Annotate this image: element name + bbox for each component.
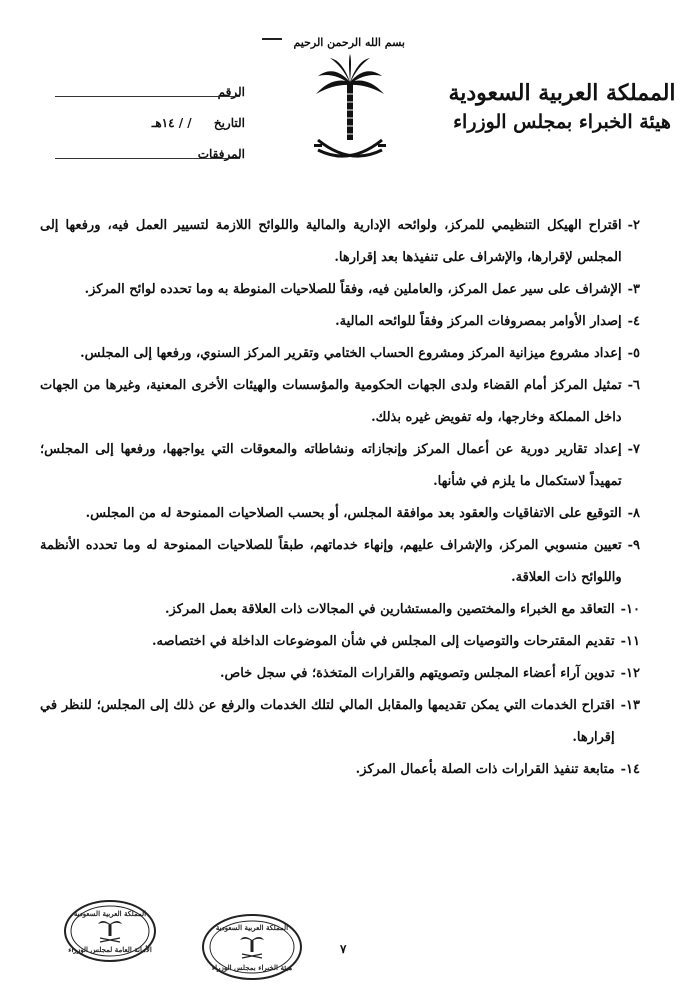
list-item (40, 370, 640, 434)
list-item-text: إعداد مشروع ميزانية المركز ومشروع الحساب الختامي وتقرير المركز السنوي، ورفعها إلى المجلس. (80, 346, 622, 361)
numbered-list (40, 210, 640, 786)
list-item (40, 306, 640, 338)
list-item-text: متابعة تنفيذ القرارات ذات الصلة بأعمال المركز. (355, 762, 615, 777)
date-field (152, 116, 245, 130)
list-item-text: التوقيع على الاتفاقيات والعقود بعد موافقة المجلس، أو بحسب الصلاحيات الممنوحة له من المجلس. (85, 506, 622, 521)
list-item-text: إصدار الأوامر بمصروفات المركز وفقاً للوائحه المالية. (335, 314, 622, 329)
list-item (40, 754, 640, 786)
palm-swords-emblem-icon (312, 54, 388, 174)
list-item-text: الإشراف على سير عمل المركز، والعاملين فيه، وفقاً للصلاحيات المنوطة به وما تحدده لوائح المركز. (84, 282, 622, 297)
list-item (40, 626, 640, 658)
list-item-number: ٩- (627, 538, 640, 553)
list-item-number: ١٠- (620, 602, 640, 617)
org-body-name: هيئة الخبراء بمجلس الوزراء (453, 111, 671, 133)
list-item (40, 658, 640, 690)
attachments-label: المرفقات (197, 147, 245, 161)
stamp-left-bottom-text: الأمانة العامة لمجلس الوزراء (68, 945, 152, 954)
stamp-left-emblem-icon (98, 921, 122, 942)
list-item-number: ٨- (627, 506, 640, 521)
attachments-underline (55, 158, 240, 159)
list-item-text: التعاقد مع الخبراء والمختصين والمستشارين في المجالات ذات العلاقة بعمل المركز. (164, 602, 615, 617)
top-dash-mark (262, 38, 282, 40)
list-item-number: ٦- (627, 378, 640, 393)
list-item (40, 498, 640, 530)
stamp-right-top-text: المملكة العربية السعودية (215, 923, 289, 932)
list-item (40, 594, 640, 626)
org-country-name: المملكة العربية السعودية (448, 80, 676, 106)
organization-title (442, 78, 682, 136)
basmala: بسم الله الرحمن الرحيم (293, 36, 405, 49)
list-item (40, 338, 640, 370)
list-item-text: اقتراح الهيكل التنظيمي للمركز، ولوائحه الإدارية والمالية واللوائح اللازمة لتسيير العمل فيه، ورفعها إلى المجلس لإقرارها، والإشراف على تنفيذها بعد إقرارها. (40, 218, 622, 265)
stamp-right-emblem-icon (240, 937, 264, 958)
list-item (40, 274, 640, 306)
list-item-text: تقديم المقترحات والتوصيات إلى المجلس في شأن الموضوعات الداخلة في اختصاصه. (151, 634, 615, 649)
stamp-left-top-text: المملكة العربية السعودية (73, 909, 147, 918)
list-item-text: تدوين آراء أعضاء المجلس وتصويتهم والقرارات المتخذة؛ في سجل خاص. (219, 666, 615, 681)
list-item-number: ٥- (627, 346, 640, 361)
ref-label: الرقم (217, 85, 245, 99)
list-item (40, 434, 640, 498)
page-number: ٧ (340, 942, 347, 956)
list-item-text: تمثيل المركز أمام القضاء ولدى الجهات الحكومية والمؤسسات والهيئات الأخرى المعنية، وغيرها من الجهات داخل المملكة وخارجها، وله تفويض غيره بذلك. (40, 378, 622, 425)
list-item-text: اقتراح الخدمات التي يمكن تقديمها والمقابل المالي لتلك الخدمات والرفع عن ذلك إلى المجلس؛ للنظر في إقرارها. (40, 698, 615, 745)
ref-underline (55, 96, 240, 97)
stamp-experts-commission (200, 912, 304, 982)
list-item (40, 210, 640, 274)
stamp-general-secretariat (62, 898, 158, 964)
date-label: التاريخ (213, 116, 245, 130)
list-item-number: ٣- (627, 282, 640, 297)
date-value: / / ١٤هـ (151, 116, 192, 130)
list-item (40, 690, 640, 754)
list-item-text: إعداد تقارير دورية عن أعمال المركز وإنجازاته ونشاطاته والمعوقات التي يواجهها، ورفعها إلى المجلس؛ تمهيداً لاستكمال ما يلزم في شأنها. (40, 442, 622, 489)
list-item-text: تعيين منسوبي المركز، والإشراف عليهم، وإنهاء خدماتهم، طبقاً للصلاحيات الممنوحة له وما تحدده الأنظمة واللوائح ذات العلاقة. (40, 538, 622, 585)
stamp-right-bottom-text: هيئة الخبراء بمجلس الوزراء (211, 963, 293, 972)
list-item-number: ١٤- (620, 762, 640, 777)
list-item-number: ٧- (627, 442, 640, 457)
list-item-number: ١١- (620, 634, 640, 649)
list-item-number: ٤- (627, 314, 640, 329)
list-item-number: ٢- (627, 218, 640, 233)
list-item-number: ١٢- (620, 666, 640, 681)
list-item-number: ١٣- (620, 698, 640, 713)
list-item (40, 530, 640, 594)
